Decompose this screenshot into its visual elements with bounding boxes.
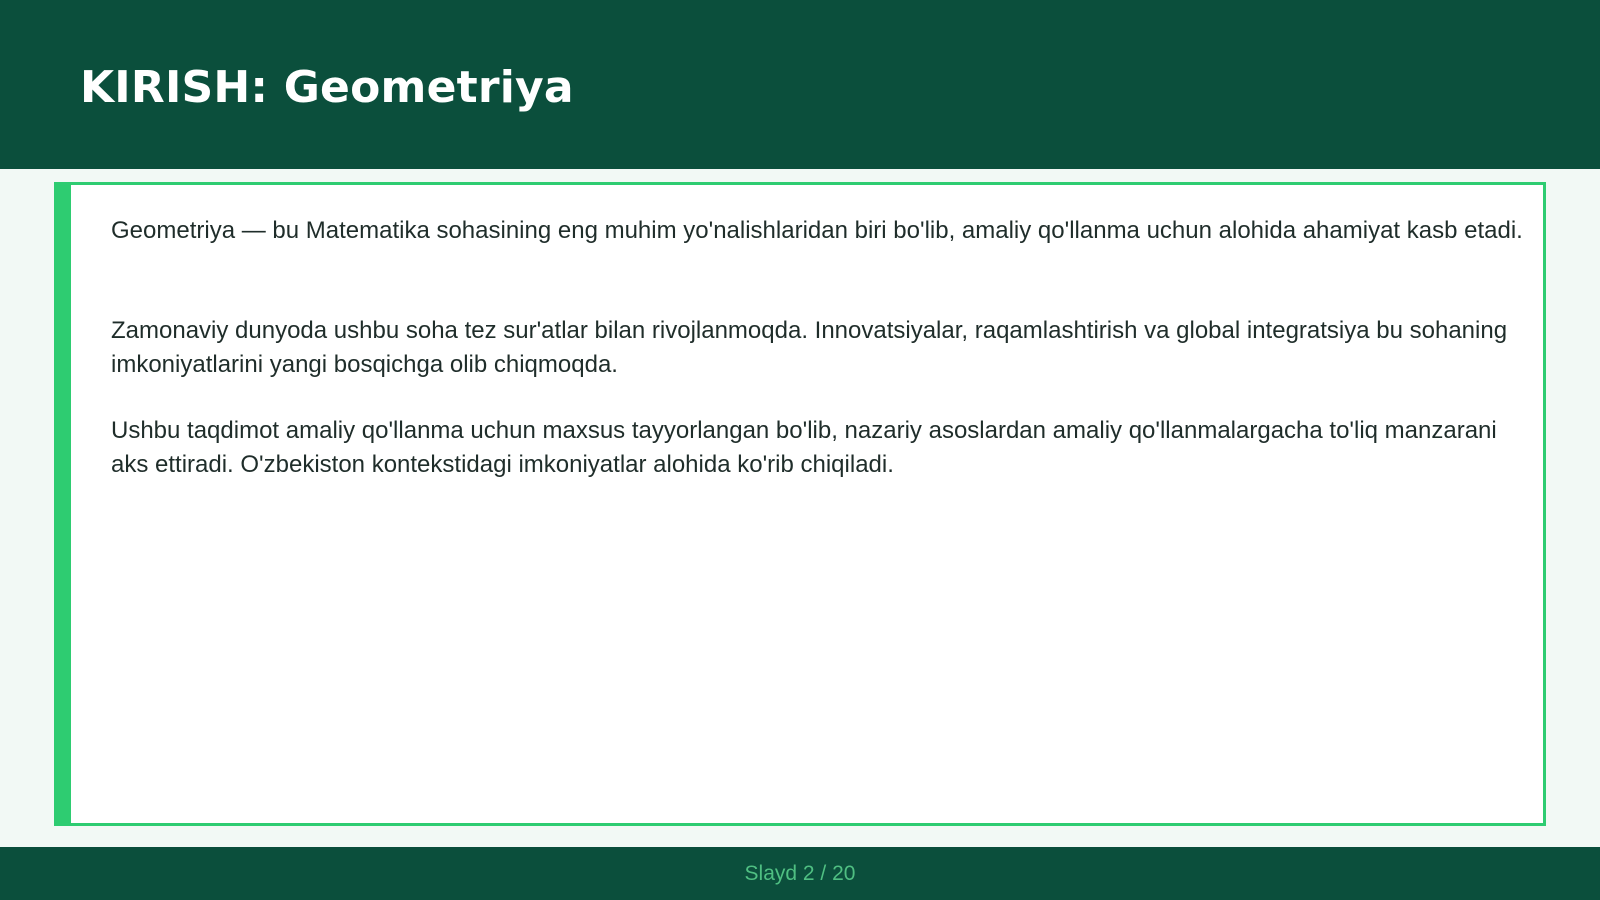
intro-paragraph: Geometriya — bu Matematika sohasining eng muhim yo'nalishlaridan biri bo'lib, amaliy qo'llanma uchun alohida ahamiyat kasb etadi.: [111, 217, 1523, 244]
slide-footer: [0, 847, 1600, 900]
modern-world-paragraph: Zamonaviy dunyoda ushbu soha tez sur'atlar bilan rivojlanmoqda. Innovatsiyalar, raqamlashtirish va global integratsiya bu sohaning imkoniyatlarini yangi bosqichga olib chiqmoqda.: [111, 317, 1508, 378]
slide-number: Slayd 2 / 20: [744, 862, 856, 885]
presentation-purpose-paragraph: Ushbu taqdimot amaliy qo'llanma uchun maxsus tayyorlangan bo'lib, nazariy asoslardan amaliy qo'llanmalargacha to'liq manzarani aks ettiradi. O'zbekiston kontekstidagi imkoniyatlar alohida ko'rib chiqiladi.: [111, 417, 1497, 478]
slide-header: [0, 0, 1600, 169]
slide-title: KIRISH: Geometriya: [80, 62, 574, 113]
content-card: [54, 182, 1546, 826]
